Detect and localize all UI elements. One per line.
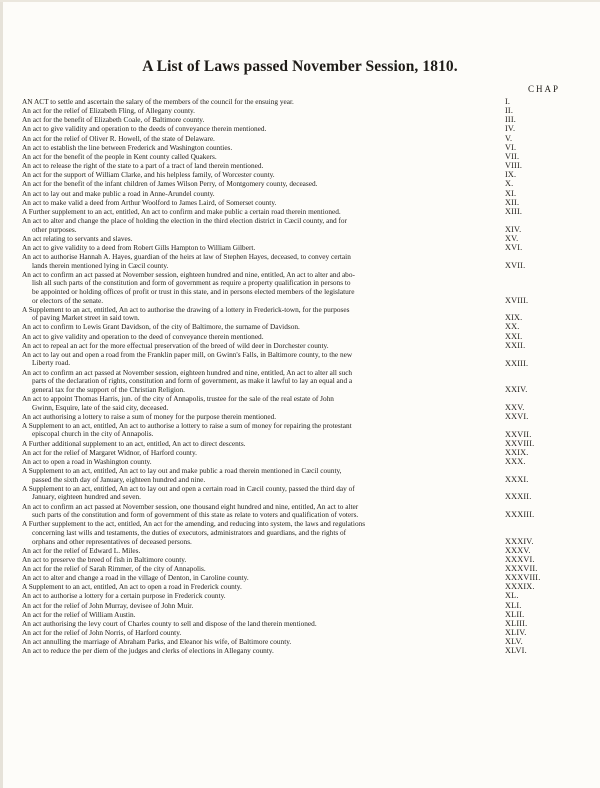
- chapter-number: XXXVII.: [505, 564, 538, 573]
- law-entry-text: An act for the relief of Elizabeth Fling, of Allegany county.: [22, 106, 195, 116]
- chapter-number: XXXI.: [505, 474, 529, 484]
- law-entry-text: An act for the support of William Clarke, and his helpless family, of Worcester county.: [22, 170, 275, 180]
- chapter-number: XXIX.: [505, 447, 529, 457]
- law-entry-text: A Supplement to an act, entitled, An act to authorise a lottery to raise a sum of money for repairing the protestant: [22, 420, 352, 430]
- chapter-number: XV.: [505, 233, 519, 243]
- chapter-column-header: CHAP: [527, 84, 560, 94]
- law-entry-continuation: parts of the declaration of rights, constitution and form of government, as make it lawful to lay an equal and a: [32, 376, 353, 386]
- law-entry-continuation: lands therein mentioned lying in Cæcil county.: [32, 260, 169, 270]
- law-entry-text: A Further supplement to an act, entitled, An act to confirm and make public a certain road therein mentioned.: [22, 206, 341, 216]
- law-entry-continuation: be appointed or holding offices of profit or trust in this state, and in persons elected members of the legislature: [32, 286, 355, 296]
- chapter-number: VI.: [505, 142, 517, 152]
- law-entry-text: An act to give validity to a deed from Robert Gills Hampton to William Gilbert.: [22, 242, 256, 252]
- law-entry-text: An act to repeal an act for the more effectual preservation of the breed of wild deer in Dorchester county.: [22, 340, 329, 350]
- law-entry-text: An act for the relief of John Murray, devisee of John Muir.: [22, 600, 194, 610]
- chapter-number: XII.: [505, 197, 520, 207]
- law-entry-text: A Supplement to an act, entitled, An act to lay out and make public a road therein mentioned in Cæcil county,: [22, 466, 342, 476]
- chapter-number: XIII.: [505, 206, 523, 216]
- law-entry: [22, 351, 500, 368]
- chapter-number: XXIII.: [505, 358, 529, 368]
- chapter-number: III.: [505, 115, 517, 125]
- chapter-number: XLIII.: [505, 618, 528, 628]
- law-entry-continuation: passed the sixth day of January, eighteen hundred and nine.: [32, 474, 206, 484]
- law-entry: [22, 503, 500, 520]
- chapter-number: XXXII.: [505, 492, 532, 502]
- law-entry-continuation: such parts of the constitution and form of government of this state as relate to voters and qualification of voters.: [32, 510, 359, 520]
- law-entry-text: An act to confirm an act passed at November session, eighteen hundred and nine, entitled, An act to alter and abo-: [22, 269, 355, 279]
- chapter-number: XL.: [505, 591, 519, 601]
- law-entry-text: A Further supplement to the act, entitled, An act for the amending, and reducing into system, the laws and regulations: [22, 519, 366, 529]
- law-entry-text: An act annulling the marriage of Abraham Parks, and Eleanor his wife, of Baltimore county.: [22, 637, 292, 647]
- law-entry: [22, 253, 500, 270]
- chapter-number: XXXIX.: [505, 582, 535, 592]
- law-entry: [22, 647, 500, 656]
- chapter-number: XLIV.: [505, 628, 527, 638]
- law-entry-continuation: orphans and other representatives of deceased persons.: [32, 536, 192, 546]
- law-entry: [22, 369, 500, 395]
- chapter-number: XVII.: [505, 260, 526, 270]
- chapter-number: XLI.: [505, 600, 522, 610]
- law-entry-text: An act to reduce the per diem of the judges and clerks of elections in Allegany county.: [22, 646, 274, 656]
- law-entry-continuation: of paving Market street in said town.: [32, 313, 140, 323]
- law-entry-text: An act to release the right of the state to a part of a tract of land therein mentioned.: [22, 161, 264, 171]
- chapter-number: XLII.: [505, 609, 525, 619]
- law-entry-text: An act for the relief of Edward L. Miles.: [22, 545, 141, 555]
- law-entry: [22, 395, 500, 412]
- chapter-number: VII.: [505, 151, 520, 161]
- law-entry: [22, 271, 500, 305]
- law-entry-text: An act for the benefit of the people in Kent county called Quakers.: [22, 151, 217, 161]
- law-entry-text: An act to confirm an act passed at November session, one thousand eight hundred and nine, entitled, An act to alter: [22, 501, 359, 511]
- law-entry-continuation: or electors of the senate.: [32, 295, 104, 305]
- law-entry-continuation: episcopal church in the city of Annapolis.: [32, 429, 154, 439]
- law-entry-text: An act authorising a lottery to raise a sum of money for the purpose therein mentioned.: [22, 411, 277, 421]
- chapter-number: XXXIV.: [505, 536, 534, 546]
- scan-edge-top: [0, 0, 600, 2]
- chapter-number: XXVI.: [505, 411, 529, 421]
- chapter-number: XIV.: [505, 224, 522, 234]
- law-entry-text: An act for the relief of John Norris, of Harford county.: [22, 628, 182, 638]
- chapter-number: XI.: [505, 188, 517, 198]
- law-entry-text: A Supplement to an act, entitled, An act to authorise the drawing of a lottery in Frederick-town, for the purposes: [22, 304, 350, 314]
- law-entry-text: An act to authorise a lottery for a certain purpose in Frederick county.: [22, 591, 226, 601]
- law-entry-text: An act for the relief of Sarah Rimmer, of the city of Annapolis.: [22, 564, 206, 573]
- law-entry-text: An act for the benefit of Elizabeth Coale, of Baltimore county.: [22, 115, 205, 125]
- law-entry-text: An act to lay out and open a road from the Franklin paper mill, on Gwinn's Falls, in Baltimore county, to the new: [22, 349, 353, 359]
- law-entry-text: An act to authorise Hannah A. Hayes, guardian of the heirs at law of Stephen Hayes, deceased, to convey certain: [22, 252, 351, 261]
- chapter-number: XVIII.: [505, 295, 529, 305]
- chapter-number: XXXVIII.: [505, 573, 541, 583]
- law-entry-text: An act to make valid a deed from Arthur Woolford to James Laird, of Somerset county.: [22, 197, 277, 207]
- law-entry: [22, 306, 500, 323]
- chapter-number: XLV.: [505, 637, 523, 647]
- chapter-number: XXX.: [505, 456, 526, 466]
- law-entry-text: An act for the benefit of the infant children of James Wilson Perry, of Montgomery county, deceased.: [22, 179, 318, 189]
- law-entry-text: An act to alter and change the place of holding the election in the third election district in Cæcil county, and for: [22, 215, 347, 225]
- law-entry-text: An act to open a road in Washington county.: [22, 456, 152, 466]
- law-entry-continuation: general tax for the support of the Christian Religion.: [32, 384, 185, 394]
- law-entry-text: An act to give validity and operation to the deed of conveyance therein mentioned.: [22, 331, 264, 341]
- law-entry-continuation: other purposes.: [32, 224, 77, 234]
- law-entry-text: An act to appoint Thomas Harris, jun. of the city of Annapolis, trustee for the sale of the real estate of John: [22, 394, 334, 403]
- chapter-number: XXXIII.: [505, 510, 535, 520]
- law-entry: [22, 422, 500, 439]
- chapter-number: IV.: [505, 124, 516, 134]
- chapter-number: XXV.: [505, 402, 525, 412]
- law-entry-text: An act for the relief of Margaret Widnor, of Harford county.: [22, 447, 197, 457]
- law-entry-text: An act to lay out and make public a road in Anne-Arundel county.: [22, 188, 215, 198]
- law-entry-text: A Supplement to an act, entitled, An act to open a road in Frederick county.: [22, 582, 242, 592]
- law-entry: [22, 217, 500, 234]
- law-entry-text: A Supplement to an act, entitled, An act to lay out and open a certain road in Cæcil county, passed the third day of: [22, 483, 355, 493]
- chapter-number: XXII.: [505, 340, 526, 350]
- chapter-number: II.: [505, 106, 514, 116]
- scan-edge-left: [0, 0, 3, 788]
- chapter-number: V.: [505, 133, 513, 143]
- law-entry-continuation: lish all such parts of the constitution and form of government as require a property qualification in persons to: [32, 278, 351, 288]
- chapter-number: I.: [505, 97, 511, 106]
- law-entry-text: An act to establish the line between Frederick and Washington counties.: [22, 142, 233, 152]
- law-entry-text: An act to confirm an act passed at November session, eighteen hundred and nine, entitled, An act to alter all such: [22, 367, 353, 377]
- law-entry-text: An act to confirm to Lewis Grant Davidson, of the city of Baltimore, the surname of Davidson.: [22, 322, 300, 332]
- chapter-number: XXIV.: [505, 384, 528, 394]
- chapter-number: X.: [505, 179, 514, 189]
- chapter-number: XXI.: [505, 331, 523, 341]
- law-entry-text: An act to preserve the breed of fish in Baltimore county.: [22, 554, 187, 564]
- law-entry-continuation: Liberty road.: [32, 358, 71, 368]
- chapter-number: XIX.: [505, 313, 523, 323]
- chapter-number: VIII.: [505, 161, 523, 171]
- law-entry-continuation: concerning last wills and testaments, the duties of executors, administrators and guardians, and the rights of: [32, 527, 347, 537]
- law-entry: [22, 467, 500, 484]
- law-entry: [22, 520, 500, 546]
- chapter-number: XXXVI.: [505, 554, 535, 564]
- chapter-number: XXXV.: [505, 545, 531, 555]
- chapter-number: IX.: [505, 170, 517, 180]
- law-entry-text: AN ACT to settle and ascertain the salary of the members of the council for the ensuing year.: [22, 97, 294, 106]
- chapter-number: XVI.: [505, 242, 523, 252]
- chapter-number: XXVIII.: [505, 438, 535, 448]
- law-entry-text: An act for the relief of William Austin.: [22, 609, 136, 619]
- law-entry-continuation: Gwinn, Esquire, late of the said city, deceased.: [32, 402, 169, 412]
- law-entry-text: A Further additional supplement to an act, entitled, An act to direct descents.: [22, 438, 246, 448]
- chapter-number: XXVII.: [505, 429, 532, 439]
- law-entry-text: An act to give validity and operation to the deeds of conveyance therein mentioned.: [22, 124, 267, 134]
- law-entry-continuation: January, eighteen hundred and seven.: [32, 492, 141, 502]
- law-entry: [22, 485, 500, 502]
- law-entry-text: An act to alter and change a road in the village of Denton, in Caroline county.: [22, 573, 249, 583]
- chapter-number: XX.: [505, 322, 520, 332]
- law-entry-text: An act for the relief of Oliver R. Howell, of the state of Delaware.: [22, 133, 215, 143]
- chapter-number: XLVI.: [505, 646, 527, 656]
- law-entry-text: An act relating to servants and slaves.: [22, 233, 133, 243]
- law-entry-text: An act authorising the levy court of Charles county to sell and dispose of the land therein mentioned.: [22, 618, 317, 628]
- page-title: A List of Laws passed November Session, 1810.: [142, 58, 458, 75]
